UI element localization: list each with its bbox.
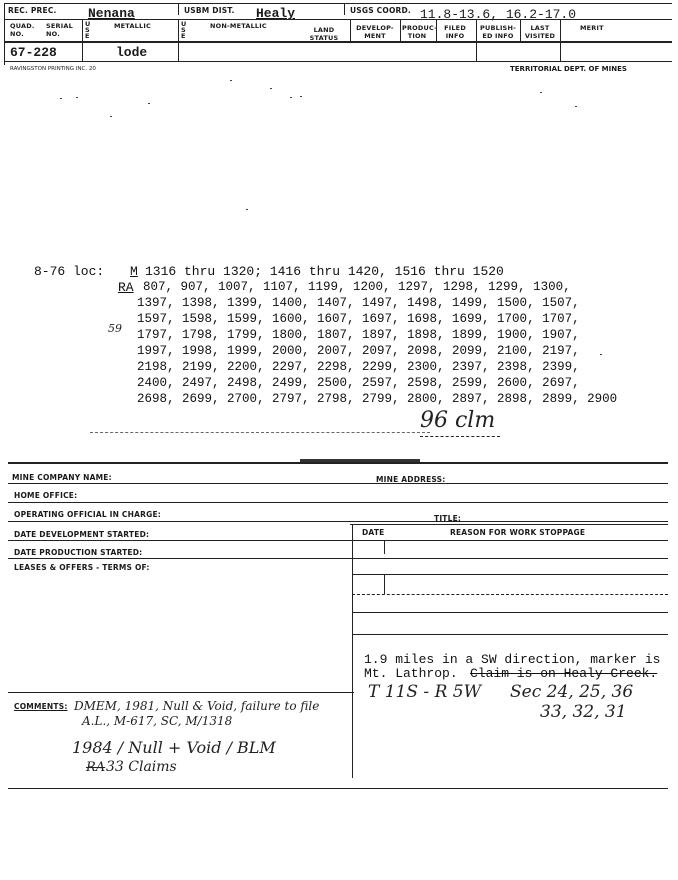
ra-prefix: RA bbox=[118, 280, 134, 295]
production-label: PRODUC-TION bbox=[402, 24, 437, 40]
m-prefix: M bbox=[130, 264, 138, 279]
last-visited-label: LAST VISITED bbox=[524, 24, 556, 40]
stoppage-date-label: DATE bbox=[362, 528, 385, 537]
quad-value: 67-228 bbox=[10, 45, 57, 60]
land-status-label: LAND STATUS bbox=[309, 26, 339, 42]
dev-started-label: DATE DEVELOPMENT STARTED: bbox=[14, 530, 150, 539]
publish-info-label: PUBLISH-ED INFO bbox=[480, 24, 516, 40]
ra-claims-line-8: 2698, 2699, 2700, 2797, 2798, 2799, 2800, 2897, 2898, 2899, 2900 bbox=[137, 392, 618, 406]
rec-prec-label: REC. PREC. bbox=[8, 6, 57, 15]
usbm-dist-value: Healy bbox=[256, 6, 296, 21]
claims-total-handwritten: 96 clm bbox=[420, 408, 496, 433]
non-metallic-label: NON-METALLIC bbox=[210, 22, 267, 30]
prod-started-label: DATE PRODUCTION STARTED: bbox=[14, 548, 143, 557]
comments-line-4-struck: RA bbox=[86, 760, 106, 775]
ra-claims-line-1: 807, 907, 1007, 1107, 1199, 1200, 1297, 1298, 1299, 1300, bbox=[143, 280, 571, 294]
sections-handwritten-2: 33, 32, 31 bbox=[540, 702, 627, 722]
metallic-label: METALLIC bbox=[114, 22, 151, 30]
serial-label: SERIAL NO. bbox=[46, 22, 73, 38]
home-office-label: HOME OFFICE: bbox=[14, 491, 78, 500]
comments-label: COMMENTS: bbox=[14, 702, 68, 711]
use-marker-2: U S E bbox=[181, 20, 187, 40]
usgs-coord-label: USGS COORD. bbox=[350, 6, 411, 15]
comments-line-3: 1984 / Null + Void / BLM bbox=[72, 738, 276, 757]
ra-claims-line-6: 2198, 2199, 2200, 2297, 2298, 2299, 2300, 2397, 2398, 2399, bbox=[137, 360, 580, 374]
location-line-1: 1.9 miles in a SW direction, marker is bbox=[364, 652, 661, 667]
usbm-dist-label: USBM DIST. bbox=[184, 6, 235, 15]
rec-prec-value: Nenana bbox=[88, 6, 135, 21]
comments-line-2: A.L., M-617, SC, M/1318 bbox=[82, 714, 233, 728]
sections-handwritten: Sec 24, 25, 36 bbox=[510, 682, 634, 702]
quad-label: QUAD. NO. bbox=[10, 22, 35, 38]
location-date-label: 8-76 loc: bbox=[34, 264, 105, 279]
development-label: DEVELOP-MENT bbox=[356, 24, 394, 40]
township-handwritten: T 11S - R 5W bbox=[368, 682, 482, 702]
printer-note: RAVINGSTON PRINTING INC. 20 bbox=[10, 66, 96, 72]
location-line-2-prefix: Mt. Lathrop. bbox=[364, 666, 458, 681]
comments-line-1: DMEM, 1981, Null & Void, failure to file bbox=[74, 699, 320, 713]
m-claims-line: 1316 thru 1320; 1416 thru 1420, 1516 thru 1520 bbox=[145, 264, 504, 279]
mine-company-label: MINE COMPANY NAME: bbox=[12, 473, 112, 482]
location-line-2-struck: Claim is on Healy Creek. bbox=[470, 666, 658, 681]
ra-claims-line-2: 1397, 1398, 1399, 1400, 1407, 1497, 1498, 1499, 1500, 1507, bbox=[137, 296, 580, 310]
operating-official-label: OPERATING OFFICIAL IN CHARGE: bbox=[14, 510, 161, 519]
mine-address-label: MINE ADDRESS: bbox=[376, 475, 446, 484]
title-label: TITLE: bbox=[434, 514, 462, 523]
usgs-coord-value: 11.8-13.6, 16.2-17.0 bbox=[420, 7, 577, 22]
ra-claims-line-3: 1597, 1598, 1599, 1600, 1607, 1697, 1698, 1699, 1700, 1707, bbox=[137, 312, 580, 326]
stoppage-reason-label: REASON FOR WORK STOPPAGE bbox=[450, 528, 586, 537]
use-marker-1: U S E bbox=[85, 20, 91, 40]
ra-claims-line-7: 2400, 2497, 2498, 2499, 2500, 2597, 2598, 2599, 2600, 2697, bbox=[137, 376, 580, 390]
ra-claims-line-4: 1797, 1798, 1799, 1800, 1807, 1897, 1898, 1899, 1900, 1907, bbox=[137, 328, 580, 342]
leases-label: LEASES & OFFERS - TERMS OF: bbox=[14, 563, 150, 572]
ra-claims-line-5: 1997, 1998, 1999, 2000, 2007, 2097, 2098, 2099, 2100, 2197, bbox=[137, 344, 580, 358]
filed-info-label: FILED INFO bbox=[444, 24, 466, 40]
comments-line-4: 33 Claims bbox=[106, 759, 177, 775]
merit-label: MERIT bbox=[580, 24, 604, 32]
dept-label: TERRITORIAL DEPT. OF MINES bbox=[510, 65, 627, 73]
metallic-value: lode bbox=[116, 45, 148, 60]
side-mark: 59 bbox=[108, 322, 122, 335]
